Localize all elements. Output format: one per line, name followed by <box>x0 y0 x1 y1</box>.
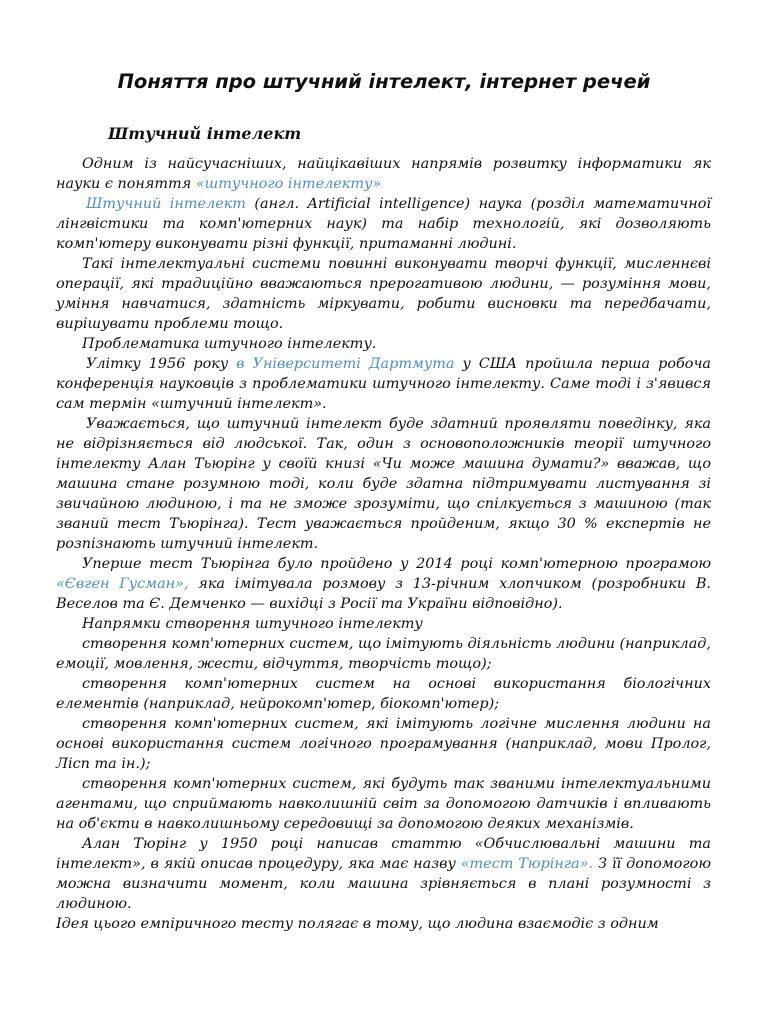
paragraph-text: З її допомогою можна визначити момент, коли машина зрівняється в плані розумності з людиною. <box>56 856 711 912</box>
paragraph-text: Одним із найсучасніших, найцікавіших напрямів розвитку інформатики як науки є поняття <box>56 156 711 192</box>
paragraph-problems-heading: Проблематика штучного інтелекту. <box>82 336 377 352</box>
list-item: створення комп'ютерних систем, які імітують логічне мислення людини на основі використання систем логічного програмування (наприклад, мови Пролог, Лісп та ін.); <box>56 716 711 772</box>
page-title: Поняття про штучний інтелект, інтернет речей <box>117 70 651 93</box>
paragraph-directions-heading: Напрямки створення штучного інтелекту <box>82 616 423 632</box>
list-item: створення комп'ютерних систем на основі використання біологічних елементів (наприклад, нейрокомп'ютер, біокомп'ютер); <box>56 676 711 712</box>
paragraph-dartmouth <box>56 354 711 414</box>
goostman-link[interactable]: «Євген Гусман», <box>56 576 189 592</box>
section-heading: Штучний інтелект <box>108 124 302 143</box>
paragraph-text: Улітку 1956 року <box>86 356 237 372</box>
dartmouth-link[interactable]: в Університеті Дартмута <box>236 356 455 372</box>
paragraph-goostman <box>56 554 711 614</box>
document-body <box>56 154 711 934</box>
paragraph-definition <box>56 194 711 254</box>
paragraph-text: яка імітувала розмову з 13-річним хлопчиком (розробники В. Веселов та Є. Демченко — вихідці з Росії та України відповідно). <box>56 576 712 612</box>
paragraph-text: Алан Тюрінг у 1950 році написав статтю «Обчислювальні машини та інтелект», в якій описав процедуру, яка має назву <box>56 836 711 872</box>
turing-test-link[interactable]: «тест Тюрінга». <box>460 856 594 872</box>
paragraph-text: Уперше тест Тьюрінга було пройдено у 2014 році комп'ютерною програмою <box>82 556 711 572</box>
ai-link[interactable]: «штучного інтелекту» <box>195 176 382 192</box>
paragraph-empirical: Ідея цього емпіричного тесту полягає в тому, що людина взаємодіє з одним <box>56 916 659 932</box>
paragraph-turing-1950 <box>56 834 711 914</box>
list-item: створення комп'ютерних систем, які будуть так званими інтелектуальними агентами, що сприймають навколишній світ за допомогою датчиків і впливають на об'єкти в навколишньому середовищі за допомогою деяких механізмів. <box>56 776 711 832</box>
paragraph-functions: Такі інтелектуальні системи повинні виконувати творчі функції, мисленнєві операції, які традиційно вважаються прерогативою людини, — розуміння мови, уміння навчатися, здатність міркувати, робити висновки та передбачати, вирішувати проблеми тощо. <box>56 256 711 332</box>
paragraph-intro <box>56 154 711 194</box>
paragraph-turing-test: Уважається, що штучний інтелект буде здатний проявляти поведінку, яка не відрізняється від людської. Так, один з основоположників теорії штучного інтелекту Алан Тьюрінг у своїй книзі «Чи може машина думати?» вважав, що машина стане розумною тоді, коли буде здатна підтримувати листування зі звичайною людиною, і та не зможе зрозуміти, що спілкується з машиною (так званий тест Тьюрінга). Тест уважається пройденим, якщо 30 % експертів не розпізнають штучний інтелект. <box>56 416 711 552</box>
paragraph-text: (англ. Artificial intelligence) наука (розділ математичної лінгвістики та комп'ютерних наук) та набір технологій, які дозволяють комп'ютеру виконувати різні функції, притаманні людині. <box>56 196 711 252</box>
ai-definition-link[interactable]: Штучний інтелект <box>86 196 246 212</box>
paragraph-text: у США пройшла перша робоча конференція науковців з проблематики штучного інтелекту. Саме тоді і з'явився сам термін «штучний інтелект». <box>56 356 711 412</box>
list-item: створення комп'ютерних систем, що імітують діяльність людини (наприклад, емоції, мовлення, жести, відчуття, творчість тощо); <box>56 636 711 672</box>
